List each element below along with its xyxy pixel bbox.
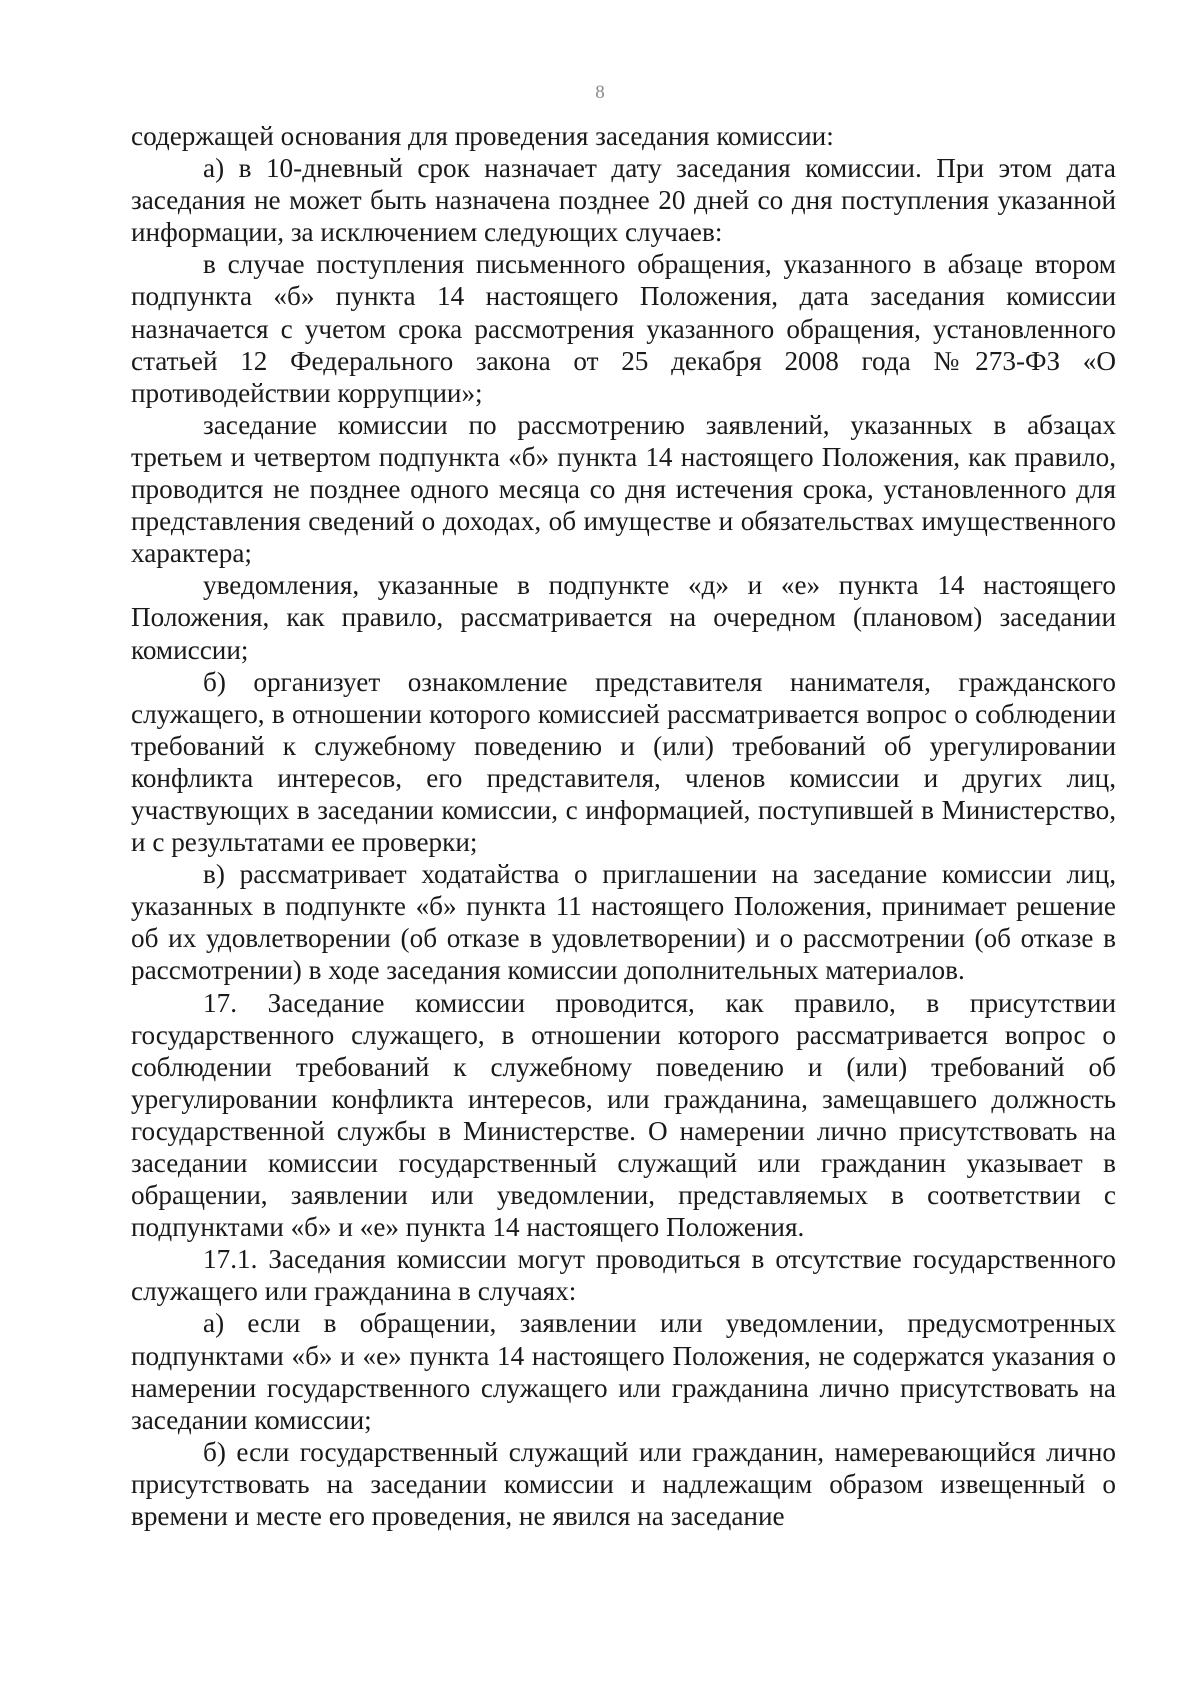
paragraph-clause-17-1-b: б) если государственный служащий или гражданин, намеревающийся лично присутствовать на заседании комиссии и надлежащим образом извещенный о времени и месте его проведения, не явился на заседание [131, 1436, 1116, 1532]
paragraph-item-b-familiarization: б) организует ознакомление представителя нанимателя, гражданского служащего, в отношении которого комиссией рассматривается вопрос о соблюдении требований к служебному поведению и (или) требований об урегулировании конфликта интересов, его представителя, членов комиссии и других лиц, участвующих в заседании комиссии, с информацией, поступившей в Министерство, и с результатами ее проверки; [131, 666, 1116, 858]
paragraph-clause-17: 17. Заседание комиссии проводится, как правило, в присутствии государственного служащего, в отношении которого рассматривается вопрос о соблюдении требований к служебному поведению и (или) требований об урегулировании конфликта интересов, или гражданина, замещавшего должность государственной службы в Министерстве. О намерении лично присутствовать на заседании комиссии государственный служащий или гражданин указывает в обращении, заявлении или уведомлении, представляемых в соответствии с подпунктами «б» и «е» пункта 14 настоящего Положения. [131, 987, 1116, 1243]
paragraph-notifications-case: уведомления, указанные в подпункте «д» и «е» пункта 14 настоящего Положения, как правило, рассматривается на очередном (плановом) заседании комиссии; [131, 570, 1116, 665]
page-number: 8 [595, 82, 605, 103]
paragraph-applications-case: заседание комиссии по рассмотрению заявлений, указанных в абзацах третьем и четвертом подпункта «б» пункта 14 настоящего Положения, как правило, проводится не позднее одного месяца со дня истечения срока, установленного для представления сведений о доходах, об имуществе и обязательствах имущественного характера; [131, 409, 1116, 569]
paragraph-written-appeal-case: в случае поступления письменного обращения, указанного в абзаце втором подпункта «б» пункта 14 настоящего Положения, дата заседания комиссии назначается с учетом срока рассмотрения указанного обращения, установленного статьей 12 Федерального закона от 25 декабря 2008 года №273-ФЗ «О противодействии коррупции»; [131, 249, 1116, 408]
paragraph-continuation: содержащей основания для проведения заседания комиссии: [131, 121, 834, 151]
paragraph-clause-17-1-a: а) если в обращении, заявлении или уведомлении, предусмотренных подпунктами «б» и «е» пункта 14 настоящего Положения, не содержатся указания о намерении государственного служащего или гражданина лично присутствовать на заседании комиссии; [131, 1308, 1116, 1435]
paragraph-item-v-petitions: в) рассматривает ходатайства о приглашении на заседание комиссии лиц, указанных в подпункте «б» пункта 11 настоящего Положения, принимает решение об их удовлетворении (об отказе в удовлетворении) и о рассмотрении (об отказе в рассмотрении) в ходе заседания комиссии дополнительных материалов. [131, 859, 1116, 986]
document-body [131, 120, 1116, 1532]
paragraph-clause-17-1: 17.1. Заседания комиссии могут проводиться в отсутствие государственного служащего или гражданина в случаях: [131, 1244, 1116, 1307]
paragraph-item-a-schedule: а) в 10-дневный срок назначает дату заседания комиссии. При этом дата заседания не может быть назначена позднее 20 дней со дня поступления указанной информации, за исключением следующих случаев: [131, 153, 1116, 248]
